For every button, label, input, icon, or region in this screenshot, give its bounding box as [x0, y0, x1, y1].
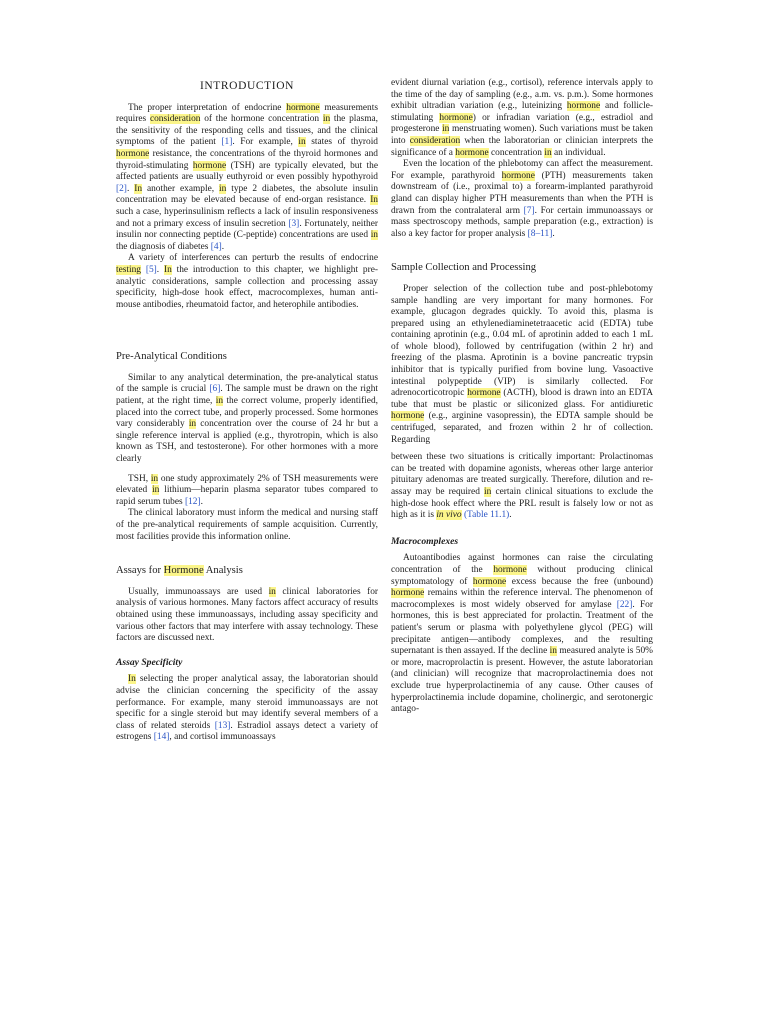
search-highlight: in [549, 646, 557, 657]
pre-analytical-heading: Pre-Analytical Conditions [116, 351, 227, 363]
search-highlight: hormone [501, 170, 535, 181]
reference-link[interactable]: [7] [523, 205, 535, 216]
search-highlight: in [484, 487, 492, 497]
search-highlight: hormone [493, 564, 527, 575]
search-highlight: in [322, 114, 331, 125]
pre-analytical-paragraph-2: TSH, in one study approximately 2% of TSH measurements were elevated in lithium—heparin plasma separator tubes compared to rapid serum tubes [12]. [116, 473, 378, 507]
search-highlight: in vivo [436, 510, 462, 521]
search-highlight: hormone [116, 148, 150, 159]
search-highlight: hormone [439, 112, 473, 123]
pre-analytical-paragraph-3: The clinical laboratory must inform the medical and nursing staff of the pre-analytical requirements of sample acquisition. Currently, most facilities provide this information online. [116, 508, 378, 542]
search-highlight: hormone [472, 576, 507, 587]
reference-link[interactable]: [12] [185, 496, 201, 507]
search-highlight: in [188, 419, 197, 430]
assay-specificity-paragraph: In selecting the proper analytical assay, the laboratorian should advise the clinician concerning the specificity of the assay performance. For example, many steroid immunoassays are not specific for a single steroid but may identify several members of a class of related steroids [13]. Estradiol assays detect a variety of estrogens [14], and cortisol immunoassays [116, 674, 378, 743]
left-column [116, 78, 378, 744]
search-highlight: hormone [192, 160, 227, 171]
assays-paragraph: Usually, immunoassays are used in clinical laboratories for analysis of various hormones. Many factors affect accuracy of results obtained using these immunoassays, including assay specificity and various other factors that may interfere with assay technology. These factors are discussed next. [116, 586, 378, 644]
search-highlight: in [219, 183, 227, 194]
right-column [391, 78, 653, 716]
search-highlight: hormone [455, 147, 489, 158]
introduction-heading: INTRODUCTION [199, 80, 295, 92]
phlebotomy-paragraph: Even the location of the phlebotomy can affect the measurement. For example, parathyroid hormone (PTH) measurements taken downstream of (i.e., proximal to) a forearm-implanted parathyroid gland can display higher PTH measurements than when the PTH is drawn from the contralateral arm [7]. For certain immunoassays or mass spectroscopy methods, sample preparation (e.g., extraction) is also a key factor for proper analysis [8–11]. [391, 159, 654, 239]
search-highlight: In [163, 264, 172, 275]
search-highlight: in [370, 230, 378, 241]
macrocomplexes-heading: Macrocomplexes [391, 535, 459, 547]
variation-paragraph: evident diurnal variation (e.g., cortisol), reference intervals apply to the time of the day of sampling (e.g., a.m. vs. p.m.). Some hormones exhibit ultradian variation (e.g., luteinizing hormone and follicle-stimulating hormone) or infradian variation (e.g., estradiol and progesterone in menstruating women). Such variations must be taken into consideration when the laboratorian or clinician interprets the significance of a hormone concentration in an individual. [391, 78, 653, 158]
intro-paragraph-2: A variety of interferences can perturb the results of endocrine testing [5]. In the introduction to this chapter, we highlight pre-analytic considerations, sample collection and processing assay specificity, high-dose hook effect, macrocomplexes, human anti-mouse antibodies, rheumatoid factor, and heterophile antibodies. [116, 253, 379, 310]
reference-link[interactable]: [14] [153, 732, 170, 743]
reference-link[interactable]: [6] [209, 384, 221, 395]
reference-link[interactable]: (Table 11.1) [463, 510, 510, 521]
assay-specificity-heading: Assay Specificity [116, 656, 183, 668]
search-highlight: In [134, 183, 143, 194]
reference-link[interactable]: [4] [210, 241, 222, 252]
reference-link[interactable]: [1] [221, 137, 233, 148]
search-highlight: in [150, 473, 159, 484]
search-highlight: in [152, 485, 160, 496]
hook-effect-paragraph: between these two situations is critically important: Prolactinomas can be treated with dopamine agonists, whereas other large anterior pituitary adenomas are treated surgically. Therefore, dilution and re-assay may be required in certain clinical situations to exclude the high-dose hook effect where the PRL result is falsely low or not as high as it is in vivo (Table 11.1). [391, 452, 653, 521]
search-highlight: hormone [286, 102, 320, 113]
search-highlight: in [442, 124, 450, 135]
search-highlight: in [544, 147, 552, 158]
assays-heading: Assays for Hormone Analysis [116, 565, 243, 577]
search-highlight: consideration [149, 114, 201, 125]
reference-link[interactable]: [13] [214, 720, 231, 731]
search-highlight: hormone [391, 411, 425, 422]
search-highlight: consideration [409, 135, 461, 146]
reference-link[interactable]: [8–11] [527, 228, 553, 239]
macrocomplexes-paragraph: Autoantibodies against hormones can raise the circulating concentration of the hormone without producing clinical symptomatology of hormone excess because the free (unbound) hormone remains within the reference interval. The phenomenon of macrocomplexes is most widely observed for amylase [22]. For hormones, this is best appreciated for prolactin. Treatment of the patient's serum or plasma with polyethylene glycol (PEG) will precipitate antigen—antibody complexes, and the resulting supernatant is then assayed. If the decline in measured analyte is 50% or more, macroprolactin is present. However, the astute laboratorian (and clinician) will recognize that macroprolactinemia does not exclude true hyperprolactinemia of any cause. Other causes of hyperprolactinemia include dopamine, cholinergic, and serotonergic antago- [391, 553, 654, 715]
search-highlight: In [128, 674, 136, 685]
sample-collection-heading: Sample Collection and Processing [391, 262, 537, 274]
search-highlight: In [370, 195, 378, 206]
search-highlight: testing [116, 264, 141, 275]
reference-link[interactable]: [2] [116, 183, 127, 194]
reference-link[interactable]: [22] [616, 599, 633, 610]
search-highlight: in [215, 396, 224, 407]
search-highlight: hormone [391, 588, 425, 599]
reference-link[interactable]: [3] [288, 218, 300, 229]
intro-paragraph-1: The proper interpretation of endocrine hormone measurements requires consideration of the hormone concentration in the plasma, the sensitivity of the responding cells and tissues, and the clinical symptoms of the patient [1]. For example, in states of thyroid hormone resistance, the concentrations of the thyroid hormones and thyroid-stimulating hormone (TSH) are typically elevated, but the affected patients are usually euthyroid or even possibly hypothyroid [2]. In another example, in type 2 diabetes, the absolute insulin concentration may be elevated because of end-organ resistance. In such a case, hyperinsulinism reflects a lack of insulin responsiveness and not a primary excess of insulin secretion [3]. Fortunately, neither insulin nor connecting peptide (C-peptide) concentrations are used in the diagnosis of diabetes [4]. [116, 102, 379, 252]
search-highlight: hormone [566, 101, 601, 112]
sample-collection-paragraph: Proper selection of the collection tube and post-phlebotomy sample handling are very important for many hormones. For example, glucagon degrades quickly. To avoid this, plasma is prepared using an ethylenediaminetetraacetic acid (EDTA) tube containing aprotinin (e.g., 0.04 mL of aprotinin added to each 1 mL of whole blood), followed by centrifugation (within 2 hr) and freezing of the plasma. Aprotinin is a bovine pancreatic trypsin inhibitor that is typically purified from bovine lung. Vasoactive intestinal polypeptide (VIP) is similarly collected. For adrenocorticotropic hormone (ACTH), blood is drawn into an EDTA tube that must be plastic or siliconized glass. For antidiuretic hormone (e.g., arginine vasopressin), the EDTA sample should be centrifuged, separated, and frozen within 2 hr of collection. Regarding [391, 283, 653, 445]
search-highlight: in [298, 137, 306, 148]
reference-link[interactable]: [5] [145, 264, 157, 275]
search-highlight: in [268, 586, 276, 597]
search-highlight: Hormone [163, 565, 204, 577]
search-highlight: hormone [467, 388, 501, 399]
pre-analytical-paragraph-1: Similar to any analytical determination, the pre-analytical status of the sample is crucial [6]. The sample must be drawn on the right patient, at the right time, in the correct volume, properly identified, placed into the correct tube, and properly processed. Some hormones vary considerably in concentration over the course of 24 hr but a single reference interval is applied (e.g., thyrotropin, which is also known as TSH, and testosterone). For other hormones with a more clearly [116, 372, 379, 465]
